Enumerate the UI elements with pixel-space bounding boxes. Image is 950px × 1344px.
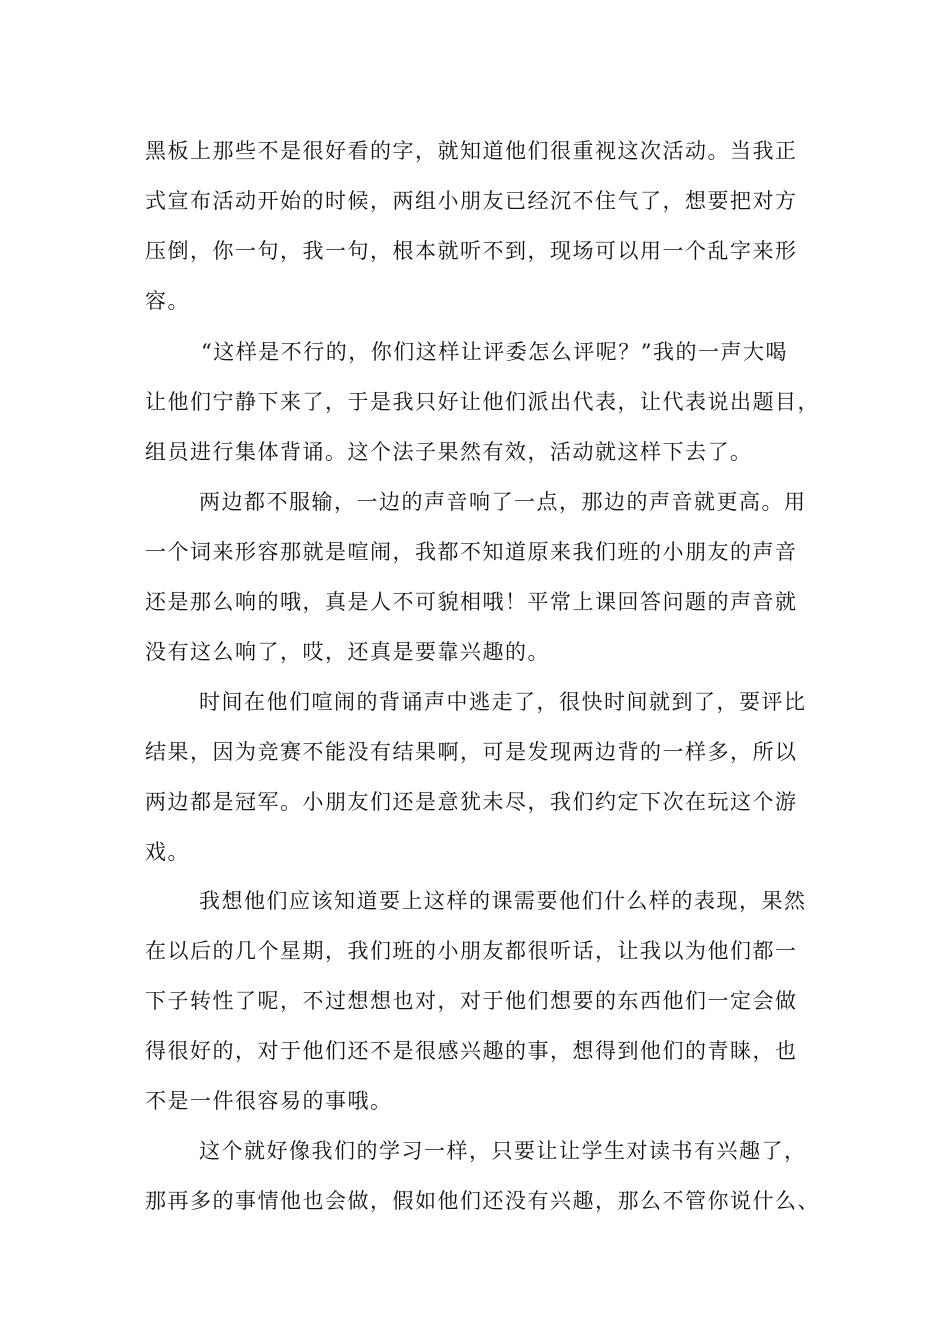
text-line: 戏。: [145, 840, 190, 864]
text-line: 那再多的事情他也会做，假如他们还没有兴趣，那么不管你说什么、: [145, 1189, 820, 1213]
text-line: 结果，因为竞赛不能没有结果啊，可是发现两边背的一样多，所以: [145, 740, 798, 764]
text-line: 一个词来形容那就是喧闹，我都不知道原来我们班的小朋友的声音: [145, 540, 798, 564]
text-line: 没有这么响了，哎，还真是要靠兴趣的。: [145, 640, 550, 664]
text-line: 压倒，你一句，我一句，根本就听不到，现场可以用一个乱字来形: [145, 239, 798, 263]
text-line: 组员进行集体背诵。这个法子果然有效，活动就这样下去了。: [145, 440, 753, 464]
text-line: 下子转性了呢，不过想想也对，对于他们想要的东西他们一定会做: [145, 989, 798, 1013]
text-line: 不是一件很容易的事哦。: [145, 1089, 393, 1113]
text-line: 还是那么响的哦，真是人不可貌相哦！平常上课回答问题的声音就: [145, 590, 798, 614]
text-line: 我想他们应该知道要上这样的课需要他们什么样的表现，果然: [199, 889, 807, 913]
text-line: 这个就好像我们的学习一样，只要让让学生对读书有兴趣了，: [199, 1139, 807, 1163]
text-line: 让他们宁静下来了，于是我只好让他们派出代表，让代表说出题目，: [145, 390, 820, 414]
text-line: 容。: [145, 289, 190, 313]
text-line: 黑板上那些不是很好看的字，就知道他们很重视这次活动。当我正: [145, 139, 798, 163]
text-line: “这样是不行的，你们这样让评委怎么评呢？”我的一声大喝: [201, 340, 788, 364]
text-line: 式宣布活动开始的时候，两组小朋友已经沉不住气了，想要把对方: [145, 189, 798, 213]
text-line: 时间在他们喧闹的背诵声中逃走了，很快时间就到了，要评比: [199, 690, 807, 714]
text-line: 两边都不服输，一边的声音响了一点，那边的声音就更高。用: [199, 490, 807, 514]
text-line: 两边都是冠军。小朋友们还是意犹未尽，我们约定下次在玩这个游: [145, 790, 798, 814]
text-line: 在以后的几个星期，我们班的小朋友都很听话，让我以为他们都一: [145, 939, 798, 963]
text-line: 得很好的，对于他们还不是很感兴趣的事，想得到他们的青睐，也: [145, 1039, 798, 1063]
